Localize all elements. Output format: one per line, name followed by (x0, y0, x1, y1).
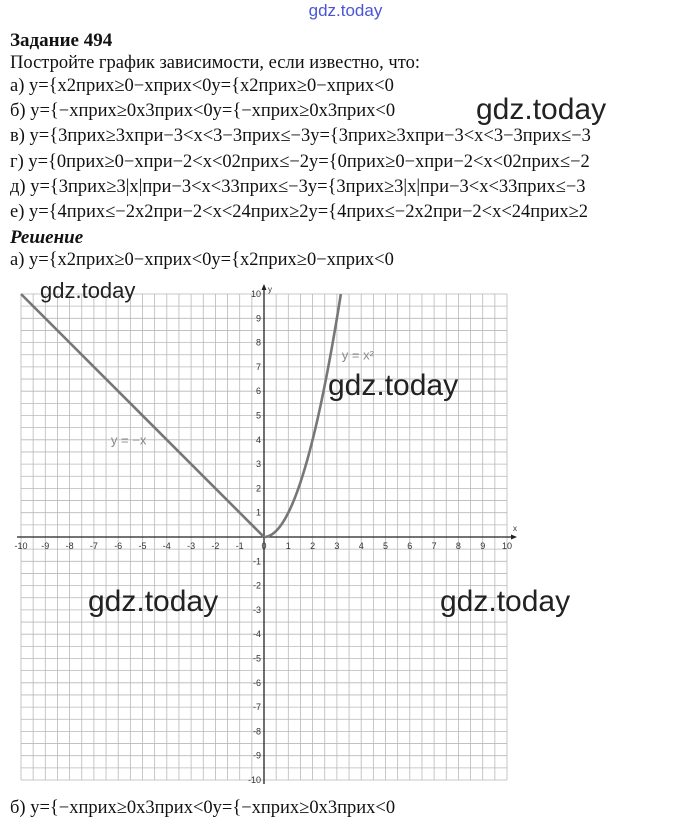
y-tick-label: -10 (247, 775, 261, 785)
y-axis-label: y (268, 285, 272, 294)
x-tick-label: -1 (235, 541, 244, 551)
y-tick-label: 2 (255, 483, 261, 494)
solution-b: б) y={−xприx≥0x3приx<0y={−xприx≥0x3приx<0 (10, 798, 396, 818)
task-item-a: а) y={x2прих≥0−xприx<0y={x2прих≥0−xприx<0 (10, 76, 394, 96)
x-tick-label: -8 (65, 541, 74, 551)
x-axis-label: x (513, 524, 517, 533)
series-label-neg-x: y = −x (110, 432, 147, 448)
x-tick-label: -9 (41, 541, 50, 551)
y-tick-label: 5 (255, 410, 261, 421)
x-tick-label: -2 (211, 541, 220, 551)
task-item-v: в) y={3приx≥3xпри−3<x<3−3приx≤−3y={3приx≥3xпри−3<x<3−3приx≤−3 (10, 126, 591, 146)
y-tick-label: 8 (255, 337, 261, 348)
x-axis-arrow (511, 535, 517, 540)
x-tick-label: -5 (138, 541, 147, 551)
x-tick-label: -4 (162, 541, 171, 551)
y-tick-label: 3 (255, 459, 261, 470)
x-tick-label: 9 (480, 541, 486, 551)
y-tick-label: -8 (252, 726, 261, 737)
y-tick-label: -9 (252, 750, 261, 761)
x-tick-label: 5 (382, 541, 389, 551)
y-tick-label: 9 (255, 313, 261, 324)
x-tick-label: -3 (187, 541, 196, 551)
x-tick-label: 1 (285, 541, 291, 551)
x-tick-label: 2 (310, 541, 316, 551)
y-tick-label: -7 (252, 702, 261, 713)
y-tick-label: 1 (255, 507, 261, 518)
watermark: gdz.today (328, 369, 459, 402)
y-tick-label: -4 (252, 629, 261, 640)
x-tick-label: 7 (431, 541, 437, 551)
x-tick-label: -6 (114, 541, 123, 551)
task-item-e: е) y={4приx≤−2x2при−2<x<24приx≥2y={4приx≤−2x2при−2<x<24приx≥2 (10, 202, 589, 222)
task-text: Постройте график зависимости, если известно, что: (10, 53, 420, 73)
x-tick-label: 6 (407, 541, 413, 551)
watermark: gdz.today (440, 585, 571, 618)
x-tick-label: -7 (89, 541, 98, 551)
task-item-b: б) y={−xприx≥0x3приx<0y={−xприx≥0x3приx<0 (10, 101, 396, 121)
series-label-x-squared: y = x² (341, 347, 374, 363)
task-item-g: г) y={0приx≥0−xпри−2<x<02приx≤−2y={0приx≥0−xпри−2<x<02приx≤−2 (10, 152, 590, 172)
watermark: gdz.today (40, 278, 136, 303)
task-item-d: д) y={3приx≥3|x|при−3<x<33приx≤−3y={3приx≥3|x|при−3<x<33приx≤−3 (10, 177, 586, 197)
y-tick-label: 4 (255, 434, 261, 445)
site-header: gdz.today (308, 1, 383, 20)
y-axis-arrow (262, 284, 267, 290)
x-tick-label: 4 (358, 541, 364, 551)
x-tick-label: 3 (334, 541, 340, 551)
x-tick-label: 0 (261, 541, 267, 551)
y-tick-label: 6 (255, 386, 261, 397)
x-tick-label: 10 (501, 541, 513, 551)
watermark: gdz.today (88, 585, 219, 618)
y-tick-label: -1 (252, 556, 261, 567)
y-tick-label: -3 (252, 604, 261, 615)
axes (17, 284, 517, 784)
solution-label: Решение (10, 227, 84, 248)
y-tick-label: 10 (250, 289, 261, 299)
y-tick-label: -6 (252, 677, 261, 688)
y-tick-label: -5 (252, 653, 261, 664)
y-tick-label: -2 (252, 580, 261, 591)
y-tick-label: 7 (255, 361, 261, 372)
x-tick-label: 8 (455, 541, 461, 551)
watermark: gdz.today (476, 93, 607, 126)
solution-a: а) y={x2прих≥0−xприx<0y={x2прих≥0−xприx<0 (10, 250, 394, 270)
x-tick-label: -10 (14, 541, 28, 551)
task-title: Задание 494 (10, 30, 113, 51)
graph (10, 280, 540, 790)
